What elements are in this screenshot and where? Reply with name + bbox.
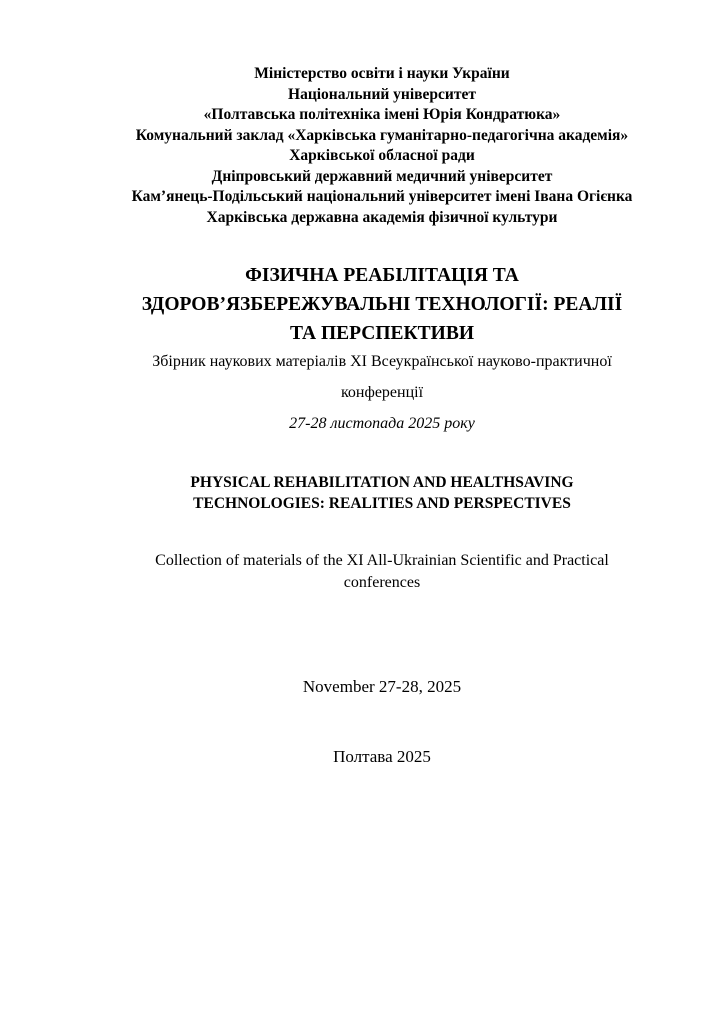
institution-line: Національний університет	[288, 85, 476, 103]
institution-line: «Полтавська політехніка імені Юрія Кондратюка»	[203, 106, 561, 123]
conference-title-en-line: PHYSICAL REHABILITATION AND HEALTHSAVING	[190, 474, 574, 491]
conference-title-uk-line: ЗДОРОВ’ЯЗБЕРЕЖУВАЛЬНІ ТЕХНОЛОГІЇ: РЕАЛІЇ	[141, 294, 623, 315]
conference-subtitle-uk-line: конференції	[340, 384, 424, 401]
institution-line: Кам’янець-Подільський національний університет імені Івана Огієнка	[131, 188, 633, 205]
conference-date-en-line: November 27-28, 2025	[302, 677, 462, 696]
conference-date-en	[90, 676, 674, 698]
conference-title-uk-line: ТА ПЕРСПЕКТИВИ	[289, 323, 475, 344]
institution-line: Харківської обласної ради	[289, 147, 475, 164]
conference-subtitle-en-line: conferences	[343, 574, 421, 591]
conference-title-en	[90, 472, 674, 514]
place-year-line: Полтава 2025	[333, 747, 431, 766]
conference-subtitle-en	[90, 550, 674, 594]
place-year	[90, 746, 674, 768]
conference-title-uk-line: ФІЗИЧНА РЕАБІЛІТАЦІЯ ТА	[245, 265, 519, 286]
conference-subtitle-uk-line: Збірник наукових матеріалів ХІ Всеукраїнської науково-практичної	[152, 353, 612, 370]
institution-line: Харківська державна академія фізичної культури	[206, 208, 558, 226]
conference-title-en-line: TECHNOLOGIES: REALITIES AND PERSPECTIVES	[193, 495, 571, 512]
conference-date-uk: 27-28 листопада 2025 року	[289, 415, 475, 432]
institution-line: Комунальний заклад «Харківська гуманітарно-педагогічна академія»	[135, 126, 629, 144]
institution-line: Міністерство освіти і науки України	[254, 65, 510, 82]
institutions-list	[90, 64, 674, 228]
conference-title-uk	[90, 261, 674, 348]
conference-subtitle-en-line: Collection of materials of the XI All-Ukrainian Scientific and Practical	[155, 552, 609, 569]
conference-subtitle-uk	[90, 346, 674, 439]
institution-line: Дніпровський державний медичний університет	[211, 167, 553, 185]
